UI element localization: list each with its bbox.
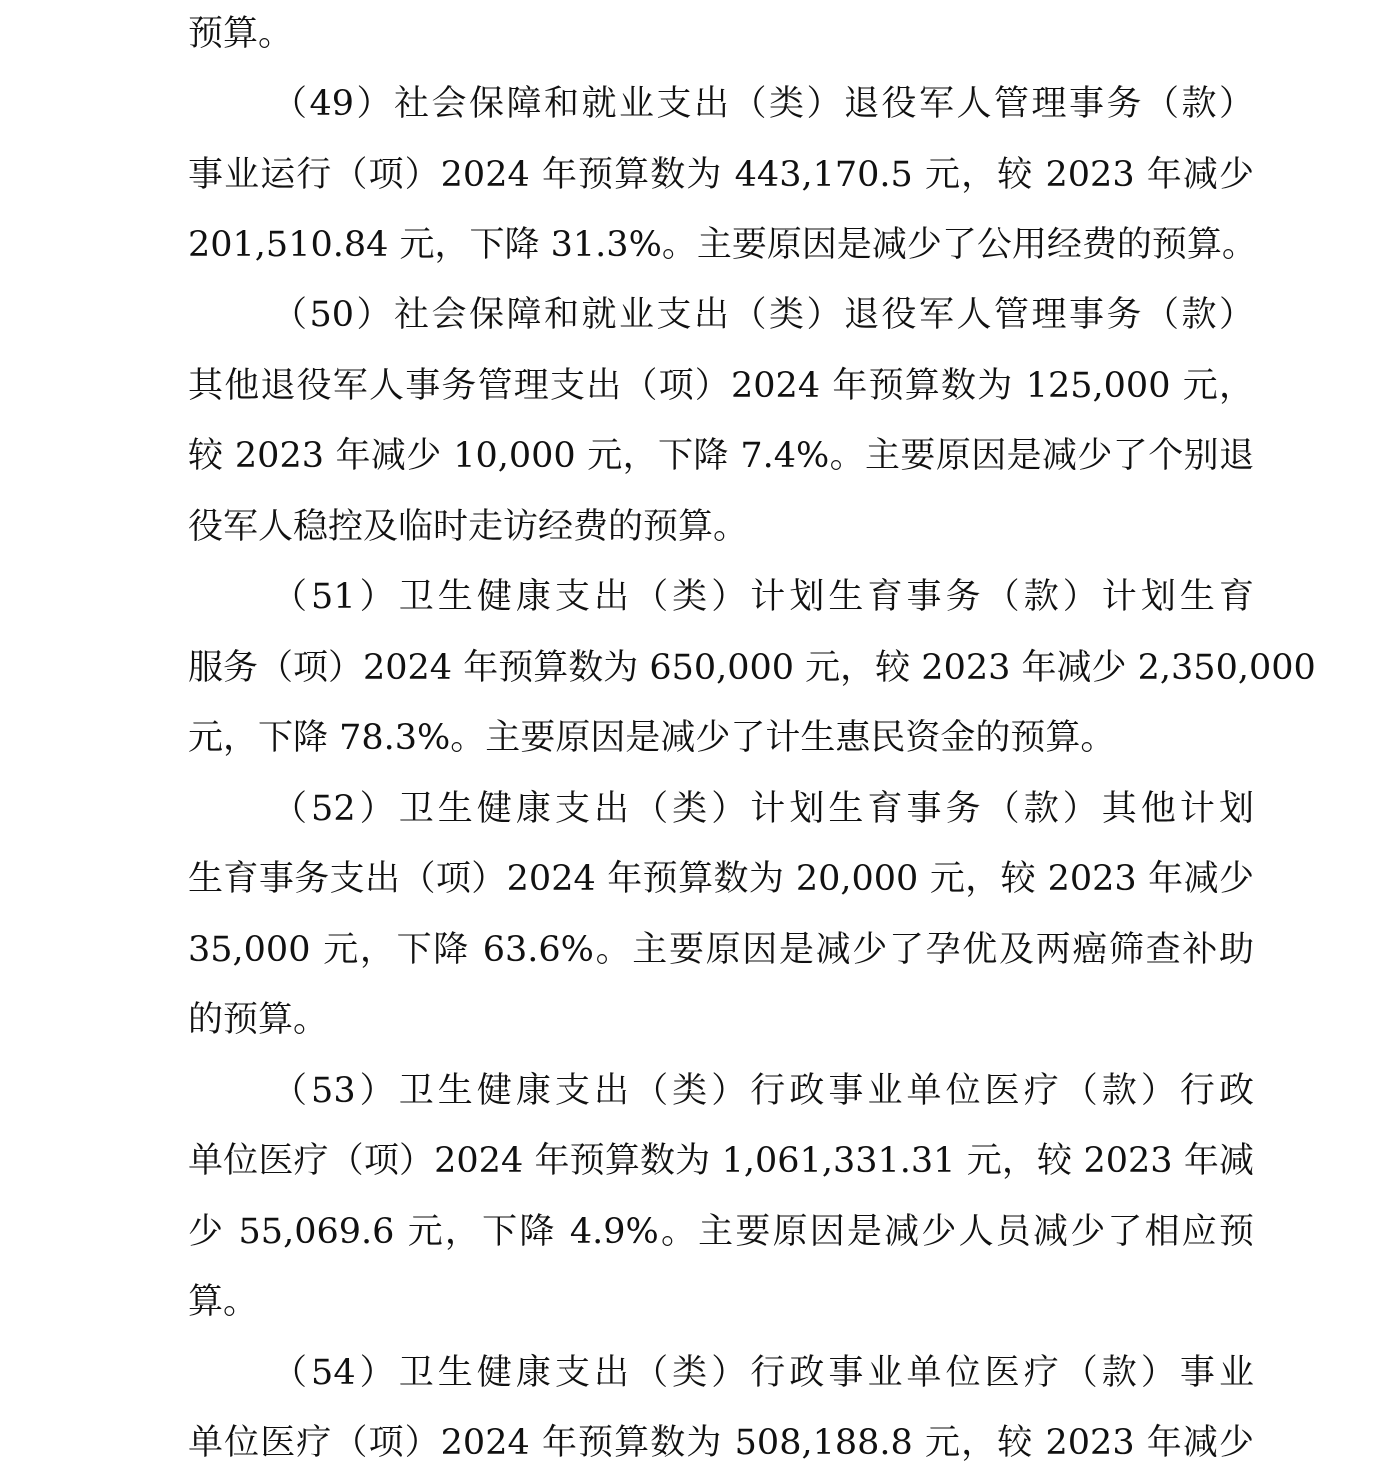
text-line: 役军人稳控及临时走访经费的预算。 <box>188 507 749 547</box>
text-line: 的预算。 <box>188 1000 329 1040</box>
text-line: 其他退役军人事务管理支出（项）2024 年预算数为 125,000 元， <box>188 366 1254 406</box>
text-line: 单位医疗（项）2024 年预算数为 508,188.8 元，较 2023 年减少 <box>188 1423 1254 1463</box>
text-line: 生育事务支出（项）2024 年预算数为 20,000 元，较 2023 年减少 <box>188 859 1254 899</box>
text-line: 服务（项）2024 年预算数为 650,000 元，较 2023 年减少 2,350,000 <box>188 648 1316 688</box>
text-line: 201,510.84 元，下降 31.3%。主要原因是减少了公用经费的预算。 <box>188 225 1257 265</box>
text-line: 预算。 <box>188 14 294 54</box>
text-line: （52）卫生健康支出（类）计划生育事务（款）其他计划 <box>272 789 1254 829</box>
text-line: 35,000 元，下降 63.6%。主要原因是减少了孕优及两癌筛查补助 <box>188 930 1254 970</box>
text-line: （53）卫生健康支出（类）行政事业单位医疗（款）行政 <box>272 1071 1254 1111</box>
text-line: （49）社会保障和就业支出（类）退役军人管理事务（款） <box>272 84 1254 124</box>
text-line: 单位医疗（项）2024 年预算数为 1,061,331.31 元，较 2023 年减 <box>188 1141 1255 1181</box>
text-line: 算。 <box>188 1282 259 1322</box>
text-line: （51）卫生健康支出（类）计划生育事务（款）计划生育 <box>272 577 1254 617</box>
text-line: 少 55,069.6 元，下降 4.9%。主要原因是减少人员减少了相应预 <box>188 1212 1254 1252</box>
text-line: （54）卫生健康支出（类）行政事业单位医疗（款）事业 <box>272 1353 1254 1393</box>
text-line: 事业运行（项）2024 年预算数为 443,170.5 元，较 2023 年减少 <box>188 155 1254 195</box>
text-line: （50）社会保障和就业支出（类）退役军人管理事务（款） <box>272 295 1254 335</box>
text-line: 较 2023 年减少 10,000 元，下降 7.4%。主要原因是减少了个别退 <box>188 436 1254 476</box>
text-line: 元，下降 78.3%。主要原因是减少了计生惠民资金的预算。 <box>188 718 1116 758</box>
